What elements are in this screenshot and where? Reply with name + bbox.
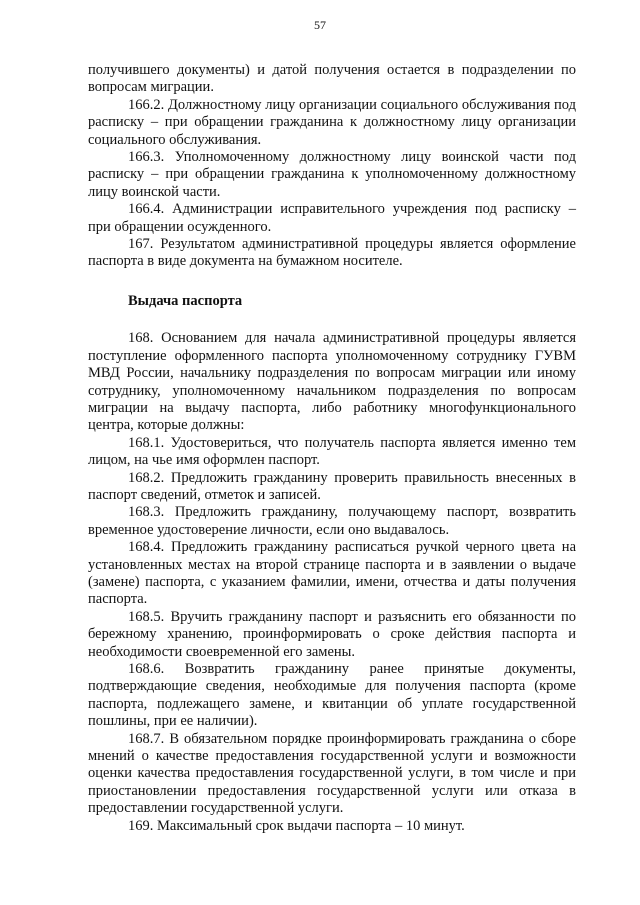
paragraph-168-4: 168.4. Предложить гражданину расписаться ручкой черного цвета на установленных местах на второй странице паспорта и в заявлении о выдаче (замене) паспорта, с указанием фамилии, имени, отчества и даты получения паспорта.	[88, 539, 576, 608]
paragraph-166-3: 166.3. Уполномоченному должностному лицу воинской части под расписку – при обращении гражданина к уполномоченному должностному лицу воинской части.	[88, 149, 576, 200]
paragraph-168: 168. Основанием для начала административной процедуры является поступление оформленного паспорта уполномоченному сотруднику ГУВМ МВД России, начальнику подразделения по вопросам миграции или иному сотруднику, уполномоченному начальником подразделения по вопросам миграции на выдачу паспорта, либо работнику многофункционального центра, которые должны:	[88, 330, 576, 434]
paragraph-continuation: получившего документы) и датой получения остается в подразделении по вопросам миграции.	[88, 62, 576, 96]
paragraph-168-7: 168.7. В обязательном порядке проинформировать гражданина о сборе мнений о качестве предоставления государственной услуги и возможности оценки качества предоставления государственной услуги, в том числе и при приостановлении предоставления государственной услуги или отказа в предоставлении государственной услуги.	[88, 730, 576, 817]
section-title: Выдача паспорта	[128, 292, 243, 309]
paragraph-168-2: 168.2. Предложить гражданину проверить правильность внесенных в паспорт сведений, отметок и записей.	[88, 469, 576, 503]
paragraph-169: 169. Максимальный срок выдачи паспорта – 10 минут.	[128, 817, 465, 834]
paragraph-166-2: 166.2. Должностному лицу организации социального обслуживания под расписку – при обращении гражданина к должностному лицу организации социального обслуживания.	[88, 96, 576, 148]
paragraph-167: 167. Результатом административной процедуры является оформление паспорта в виде документа на бумажном носителе.	[88, 236, 576, 270]
paragraph-168-5: 168.5. Вручить гражданину паспорт и разъяснить его обязанности по бережному хранению, проинформировать о сроке действия паспорта и необходимости своевременной его замены.	[88, 608, 576, 660]
document-body	[88, 62, 576, 835]
paragraph-166-4: 166.4. Администрации исправительного учреждения под расписку – при обращении осужденного.	[88, 201, 576, 235]
paragraph-168-3: 168.3. Предложить гражданину, получающему паспорт, возвратить временное удостоверение личности, если оно выдавалось.	[88, 504, 576, 538]
paragraph-168-1: 168.1. Удостовериться, что получатель паспорта является именно тем лицом, на чье имя оформлен паспорт.	[88, 434, 576, 469]
paragraph-168-6: 168.6. Возвратить гражданину ранее принятые документы, подтверждающие сведения, необходимые для получения паспорта (кроме паспорта, подлежащего замене, и квитанции об уплате государственной пошлины, при ее наличии).	[88, 661, 576, 730]
page-number: 57	[314, 18, 326, 32]
